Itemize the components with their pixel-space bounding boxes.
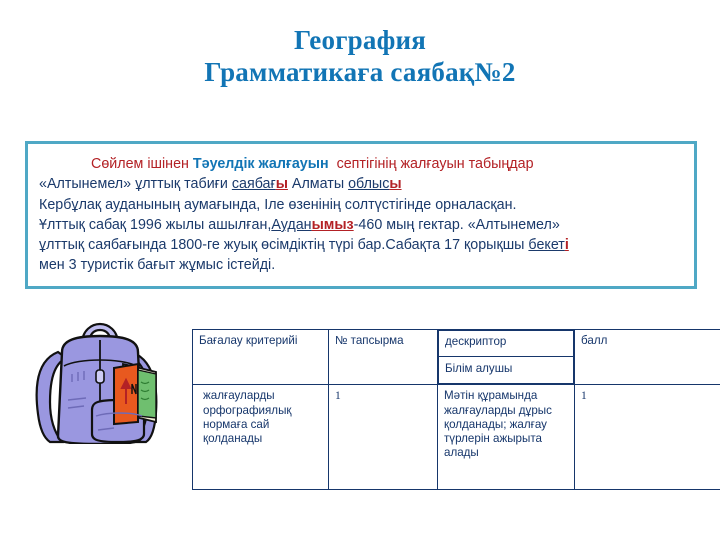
cell-descriptor: Мәтін құрамында жалғауларды дұрыс қолданады; жалғау түрлерін ажырыта алады (438, 385, 575, 490)
assessment-table (192, 329, 720, 490)
cell-task-number: 1 (329, 385, 438, 490)
backpack-graphic (37, 324, 157, 444)
seg-sayabagy-ending: ы (275, 176, 288, 193)
descriptor-subrow-bottom (439, 357, 574, 384)
descriptor-subtable (438, 330, 574, 384)
seg-audan-stem: Аудан (271, 216, 312, 233)
seg-460-gektar: -460 мың гектар. «Алтынемел» (353, 216, 560, 233)
seg-turistik-bagyt: мен 3 туристік бағыт жұмыс істейді. (39, 257, 276, 274)
seg-audanymyz-ending: ымыз (311, 216, 354, 233)
seg-altynemel-ulttyq: «Алтынемел» ұлттық табиғи (39, 176, 232, 193)
seg-tauelldik-zhalgauyn: Тәуелдік жалғауын (192, 156, 329, 172)
cell-score: 1 (575, 385, 720, 490)
header-cell-task: № тапсырма (329, 330, 438, 385)
page-title (0, 24, 720, 89)
seg-space-2 (329, 156, 337, 172)
task-line-1 (39, 154, 685, 174)
header-cell-criterion: Бағалау критерийі (193, 330, 329, 385)
cell-criterion: жалғауларды орфографиялық нормаға сай қолданады (193, 385, 329, 490)
seg-ulttyq-sabaq-1996: Ұлттық сабақ 1996 жылы ашылған, (39, 216, 272, 233)
task-text-box (25, 141, 697, 289)
seg-beketi-ending: і (564, 237, 569, 254)
book-in-pocket (114, 364, 156, 424)
header-cell-descriptor-group (438, 330, 575, 385)
table-header-row (193, 330, 720, 385)
seg-sayabag-stem: саябағ (231, 176, 276, 193)
seg-oblys-stem: облыс (348, 176, 390, 193)
title-line-subject: География (293, 25, 427, 55)
seg-almaty: Алматы (287, 176, 349, 193)
seg-beket-stem: бекет (528, 237, 565, 254)
task-line-5 (39, 235, 685, 255)
header-cell-learner: Білім алушы (439, 357, 574, 384)
seg-kerbulaq-sentence: Кербұлақ ауданының аумағында, Іле өзенінің солтүстігінде орналасқан. (39, 196, 517, 213)
seg-septiginin-tabyndar: септігінің жалғауын табыңдар (336, 156, 534, 172)
task-line-6 (39, 255, 685, 275)
header-cell-score: балл (575, 330, 720, 385)
backpack-zipper-pull (96, 370, 104, 383)
descriptor-subrow-top (439, 331, 574, 357)
book-map-page (138, 370, 156, 418)
task-line-3 (39, 195, 685, 215)
seg-ulttyq-sayabaginda: ұлттық саябағында 1800-ге жуық өсімдіктің түрі бар.Сабақта 17 қорықшы (39, 237, 529, 254)
header-cell-descriptor: дескриптор (439, 331, 574, 357)
table-row (193, 385, 720, 490)
task-line-2 (39, 174, 685, 194)
title-line-lesson: Грамматикаға саябақ№2 (204, 57, 516, 87)
seg-soylem-ishinen: Сөйлем ішінен (91, 156, 189, 172)
seg-oblysy-ending: ы (389, 176, 402, 193)
task-line-4 (39, 215, 685, 235)
backpack-illustration (28, 318, 174, 444)
